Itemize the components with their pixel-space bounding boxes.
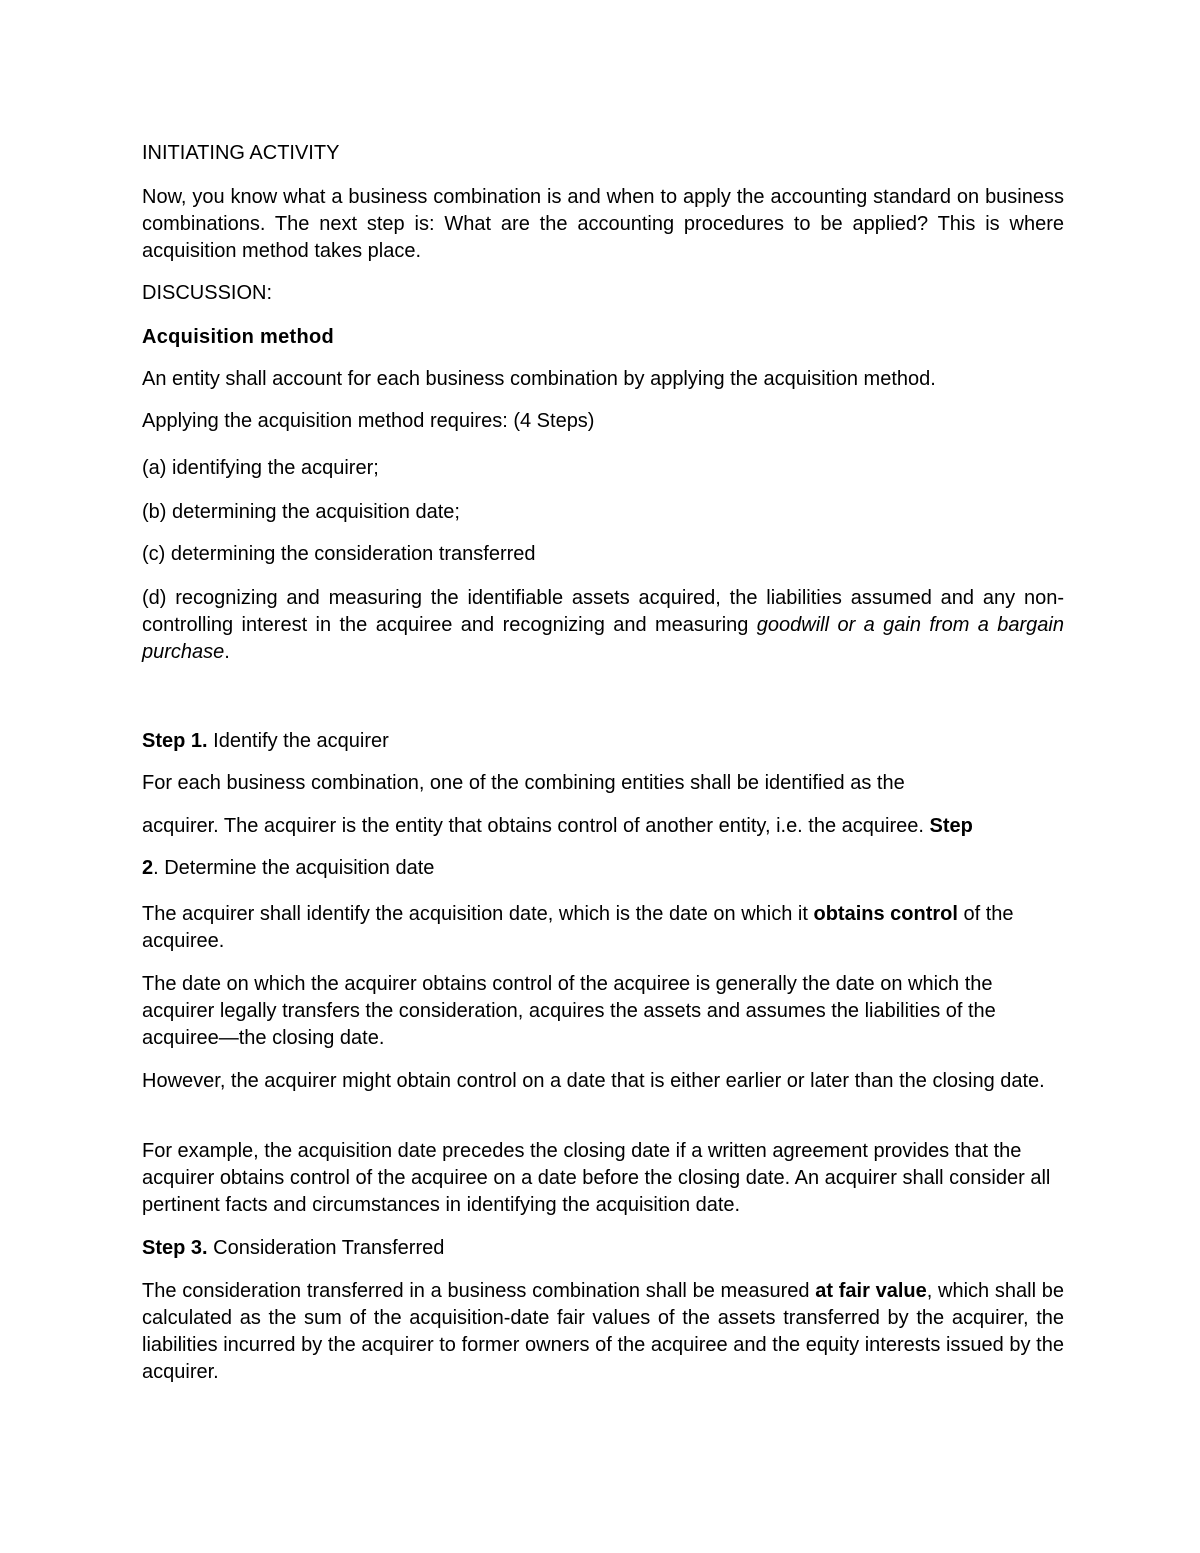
initiating-activity-body: Now, you know what a business combination is and when to apply the accounting standard on business combinations. The next step is: What are the accounting procedures to be applied? This is where acquisition method takes place. <box>142 186 1064 262</box>
step2-paragraph-2: The date on which the acquirer obtains control of the acquiree is generally the date on which the acquirer legally transfers the consideration, acquires the assets and assumes the liabilities of the acquiree—the closing date. <box>142 973 996 1049</box>
step3-paragraph: The consideration transferred in a business combination shall be measured at fair value, which shall be calculated as the sum of the acquisition-date fair values of the assets transferred by the acquirer, the liabilities incurred by the acquirer to former owners of the acquiree and the equity interests issued by the acquirer. <box>142 1280 1064 1383</box>
list-item-c: (c) determining the consideration transferred <box>142 543 536 565</box>
list-item-a: (a) identifying the acquirer; <box>142 457 379 479</box>
step3-heading: Step 3. Consideration Transferred <box>142 1237 445 1259</box>
step2-paragraph-4: For example, the acquisition date precedes the closing date if a written agreement provides that the acquirer obtains control of the acquiree on a date before the closing date. An acquirer shall consider all pertinent facts and circumstances in identifying the acquisition date. <box>142 1140 1051 1216</box>
list-item-d: (d) recognizing and measuring the identifiable assets acquired, the liabilities assumed and any non-controlling interest in the acquiree and recognizing and measuring goodwill or a gain from a bargain purchase. <box>142 587 1064 663</box>
step1-heading: Step 1. Identify the acquirer <box>142 730 389 752</box>
list-item-b: (b) determining the acquisition date; <box>142 501 460 523</box>
initiating-activity-heading: INITIATING ACTIVITY <box>142 142 340 164</box>
step1-line1: For each business combination, one of the combining entities shall be identified as the <box>142 772 905 794</box>
acquisition-method-requires: Applying the acquisition method requires: (4 Steps) <box>142 410 595 432</box>
step2-paragraph-1: The acquirer shall identify the acquisition date, which is the date on which it obtains control of the acquiree. <box>142 903 1014 952</box>
step1-line2: acquirer. The acquirer is the entity that obtains control of another entity, i.e. the acquiree. Step <box>142 815 973 837</box>
step2-paragraph-3: However, the acquirer might obtain control on a date that is either earlier or later than the closing date. <box>142 1070 1045 1092</box>
acquisition-method-intro: An entity shall account for each business combination by applying the acquisition method. <box>142 368 936 390</box>
acquisition-method-title: Acquisition method <box>142 326 335 348</box>
step2-heading: 2. Determine the acquisition date <box>142 857 435 879</box>
discussion-heading: DISCUSSION: <box>142 282 273 304</box>
